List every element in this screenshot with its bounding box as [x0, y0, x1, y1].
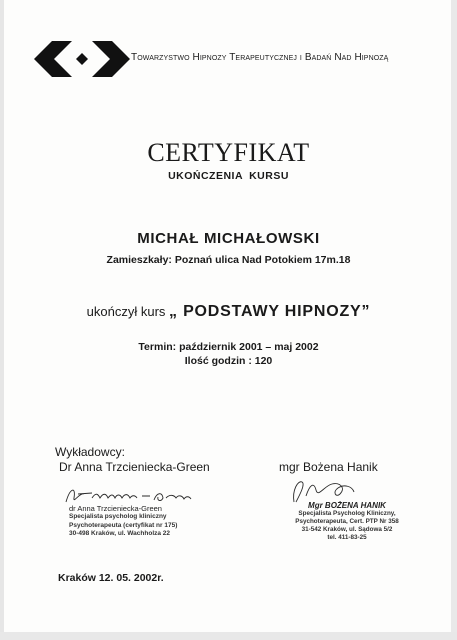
certificate-subtitle: UKOŃCZENIA KURSU — [168, 170, 289, 182]
stamp-2-line-2: Psychoterapeuta, Cert. PTP Nr 358 — [295, 518, 399, 525]
stamp-2-name: Mgr BOŻENA HANIK — [308, 501, 386, 510]
stamp-1-line-1: Specjalista psycholog kliniczny — [69, 513, 167, 521]
stamp-2 — [282, 502, 412, 542]
stamp-1 — [69, 505, 209, 538]
recipient-address: Zamieszkały: Poznań ulica Nad Potokiem 17m.18 — [106, 254, 351, 266]
stamp-1-name: dr Anna Trzcieniecka-Green — [69, 504, 162, 513]
diamond-logo-icon — [34, 41, 130, 77]
course-prefix: ukończył kurs — [86, 304, 166, 319]
stamp-1-line-3: 30-498 Kraków, ul. Wachholza 22 — [69, 529, 171, 537]
scan-edge-bottom — [0, 632, 457, 640]
stamp-2-line-4: tel. 411-83-25 — [327, 534, 367, 541]
lecturer-1-name: Dr Anna Trzcieniecka-Green — [59, 460, 210, 474]
place-and-date: Kraków 12. 05. 2002r. — [58, 572, 164, 584]
course-term: Termin: październik 2001 – maj 2002 — [138, 341, 319, 353]
course-hours: Ilość godzin : 120 — [184, 355, 273, 367]
lecturers-label: Wykładowcy: — [55, 445, 125, 459]
stamp-2-line-3: 31-542 Kraków, ul. Sądowa 5/2 — [301, 526, 393, 533]
stamp-2-line-1: Specjalista Psycholog Kliniczny, — [298, 510, 396, 517]
certificate-title: CERTYFIKAT — [147, 138, 310, 167]
course-name: „ PODSTAWY HIPNOZY” — [169, 303, 371, 320]
stamp-1-line-2: Psychoterapeuta (certyfikat nr 175) — [69, 521, 178, 529]
organization-name: Towarzystwo Hipnozy Terapeutycznej i Badań Nad Hipnozą — [131, 52, 389, 63]
course-line — [0, 303, 457, 321]
recipient-name: MICHAŁ MICHAŁOWSKI — [137, 230, 320, 247]
lecturer-2-name: mgr Bożena Hanik — [279, 460, 378, 474]
